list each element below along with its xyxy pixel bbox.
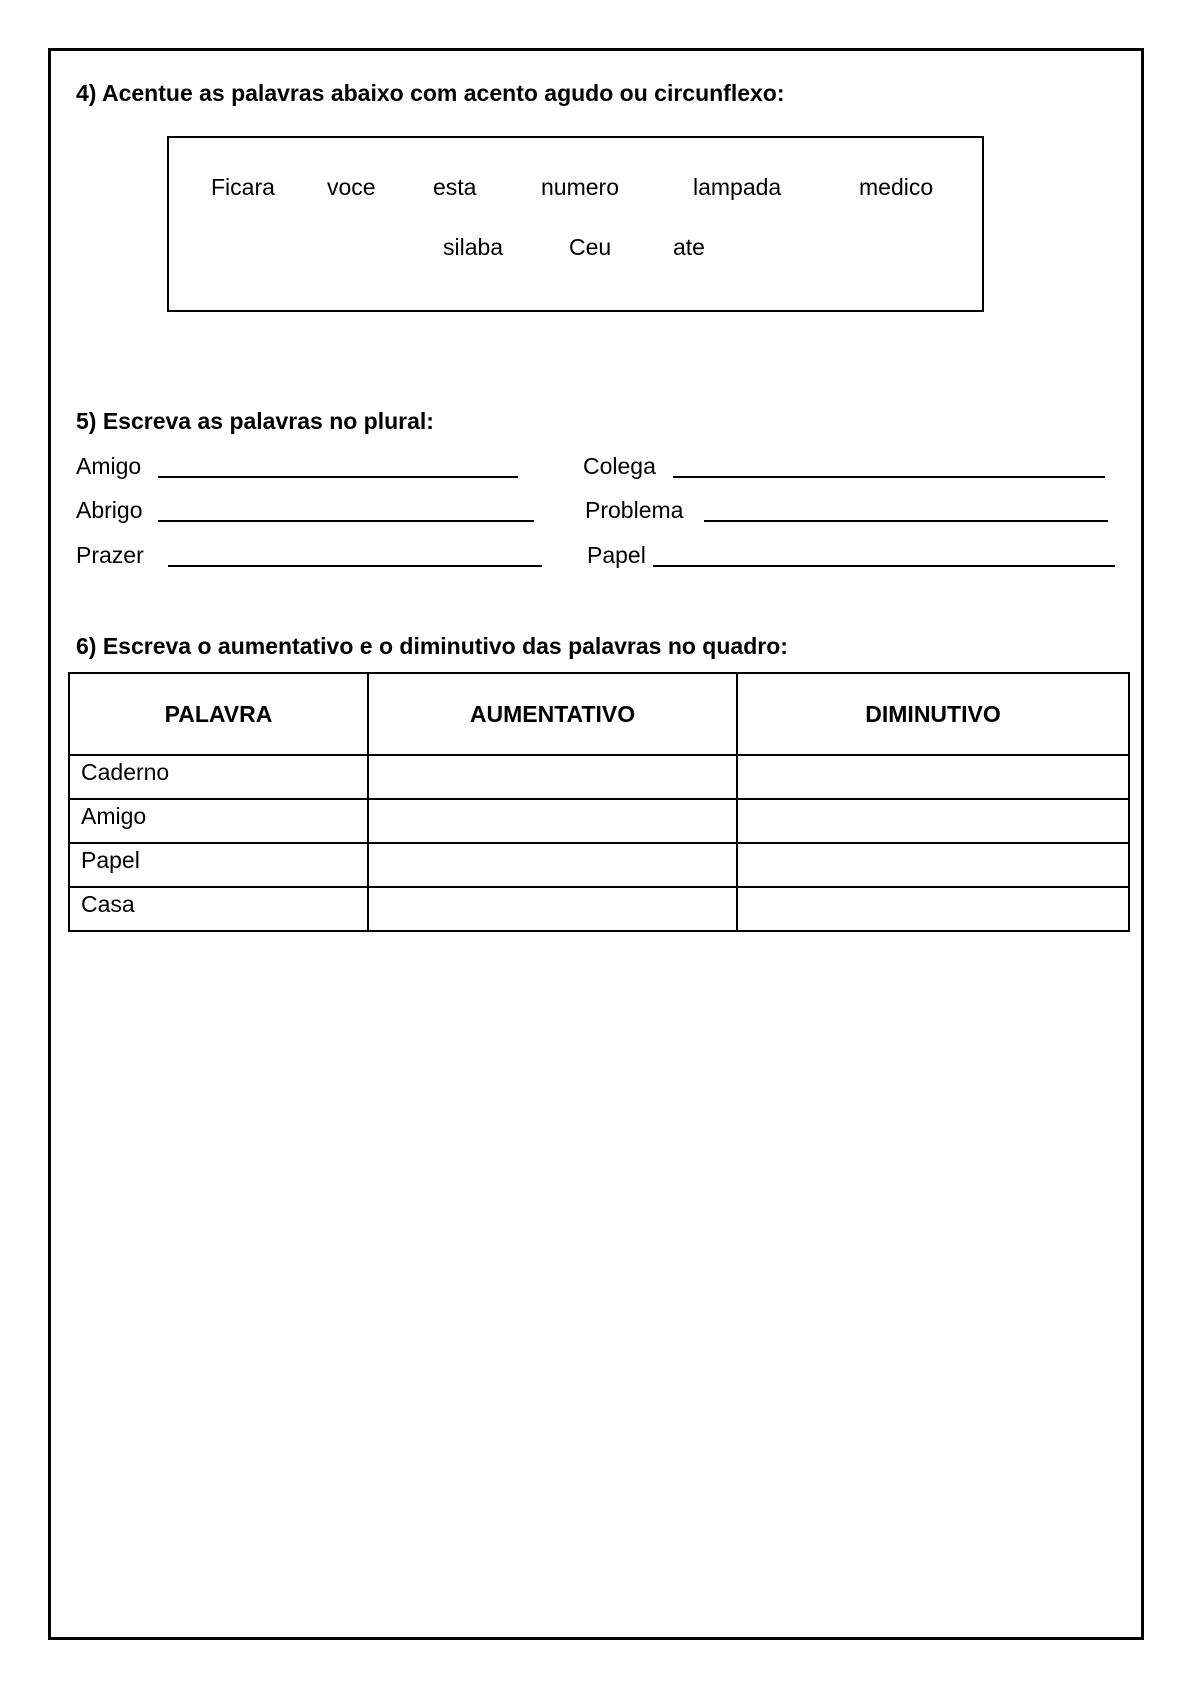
q4-word: Ficara — [211, 174, 275, 200]
q4-word: voce — [327, 174, 376, 200]
q4-word: Ceu — [569, 234, 612, 260]
q6-heading: 6) Escreva o aumentativo e o diminutivo das palavras no quadro: — [76, 633, 788, 659]
column-header-aumentativo: AUMENTATIVO — [368, 673, 737, 755]
word-table — [68, 672, 1130, 932]
q4-word: esta — [433, 174, 477, 200]
plural-answer-line[interactable] — [158, 476, 518, 478]
q5-heading: 5) Escreva as palavras no plural: — [76, 408, 434, 434]
table-row — [69, 843, 1129, 887]
diminutivo-cell[interactable] — [737, 799, 1129, 843]
q4-word: silaba — [443, 234, 504, 260]
table-row — [69, 887, 1129, 931]
plural-word-label: Amigo — [76, 453, 142, 479]
table-row — [69, 755, 1129, 799]
table-row — [69, 799, 1129, 843]
plural-answer-line[interactable] — [168, 565, 542, 567]
column-header-diminutivo: DIMINUTIVO — [737, 673, 1129, 755]
plural-word-label: Prazer — [76, 542, 144, 568]
q4-heading: 4) Acentue as palavras abaixo com acento agudo ou circunflexo: — [76, 80, 785, 106]
aumentativo-cell[interactable] — [368, 887, 737, 931]
aumentativo-cell[interactable] — [368, 799, 737, 843]
plural-word-label: Papel — [587, 542, 646, 568]
table-header-row — [69, 673, 1129, 755]
plural-answer-line[interactable] — [673, 476, 1105, 478]
plural-answer-line[interactable] — [158, 520, 534, 522]
plural-answer-line[interactable] — [653, 565, 1115, 567]
word-cell: Papel — [69, 843, 368, 887]
diminutivo-cell[interactable] — [737, 843, 1129, 887]
plural-answer-line[interactable] — [704, 520, 1108, 522]
plural-word-label: Abrigo — [76, 497, 143, 523]
diminutivo-cell[interactable] — [737, 755, 1129, 799]
plural-word-label: Colega — [583, 453, 656, 479]
q4-word: lampada — [693, 174, 782, 200]
aumentativo-cell[interactable] — [368, 755, 737, 799]
word-cell: Casa — [69, 887, 368, 931]
q4-word: numero — [541, 174, 619, 200]
q4-word: medico — [859, 174, 934, 200]
word-cell: Caderno — [69, 755, 368, 799]
diminutivo-cell[interactable] — [737, 887, 1129, 931]
plural-word-label: Problema — [585, 497, 684, 523]
q4-word: ate — [673, 234, 705, 260]
column-header-palavra: PALAVRA — [69, 673, 368, 755]
aumentativo-cell[interactable] — [368, 843, 737, 887]
word-cell: Amigo — [69, 799, 368, 843]
q4-word-box — [167, 136, 984, 312]
